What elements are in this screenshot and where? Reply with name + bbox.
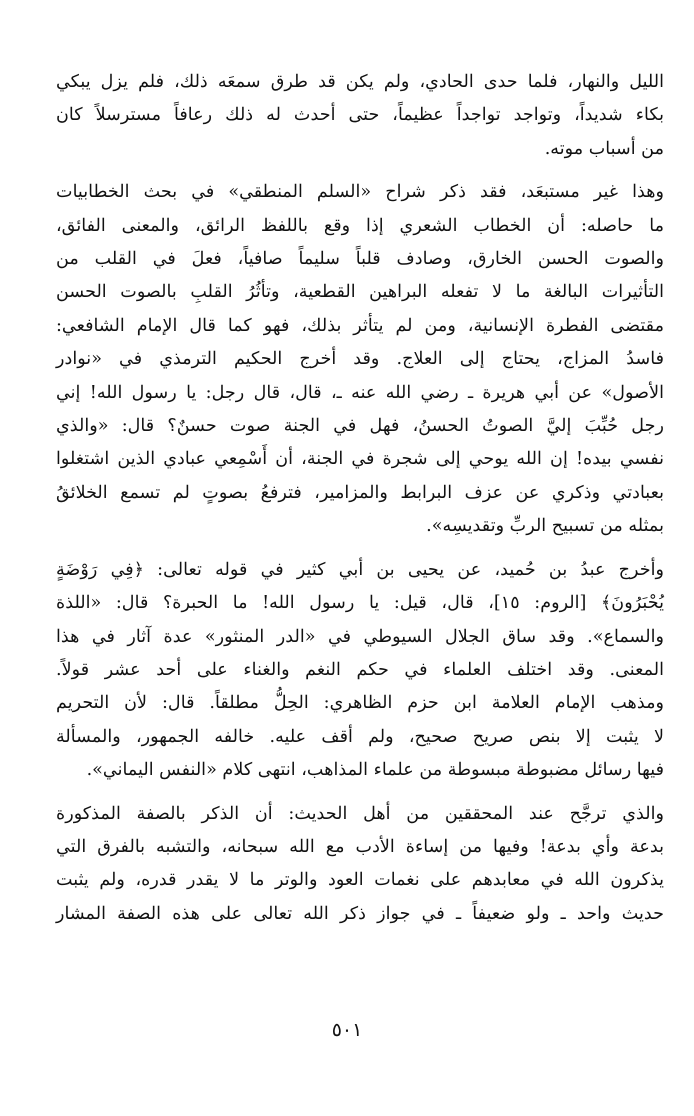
text-line: بعبادتي وذكري عن عزف البرابط والمزامير، فترفعُ بصوتٍ لم تسمع الخلائقُ <box>56 482 664 503</box>
text-line: فيها رسائل مضبوطة مبسوطة من علماء المذاهب، انتهى كلام «النفس اليماني». <box>86 760 664 781</box>
paragraph-4 <box>56 798 664 932</box>
paragraph-2 <box>56 176 664 543</box>
text-line: وهذا غير مستبعَد، فقد ذكر شراح «السلم المنطقي» في بحث الخطابيات <box>56 182 664 203</box>
text-line: نفسي بيده! إن الله يوحي إلى شجرة في الجنة، أن أَسْمِعي عبادي الذين اشتغلوا <box>56 449 664 470</box>
text-line: والذي ترجَّح عند المحققين من أهل الحديث: أن الذكر بالصفة المذكورة <box>56 803 664 824</box>
text-line: يُحْبَرُونَ﴾ [الروم: ١٥]، قال، قيل: يا رسول الله! ما الحبرة؟ قال: «اللذة <box>56 593 664 614</box>
text-line: مقتضى الفطرة الإنسانية، ومن لم يتأثر بذلك، فهو كما قال الإمام الشافعي: <box>56 315 664 336</box>
text-line: والصوت الحسن الخارق، وصادف قلباً سليماً صافياً، فعلَ في القلب من <box>56 249 664 270</box>
text-line: يذكرون الله في معابدهم على نغمات العود والوتر ما لا يقدر قدره، ولم يثبت <box>56 870 664 891</box>
page-body <box>56 66 664 931</box>
text-line: الليل والنهار، فلما حدى الحادي، ولم يكن قد طرق سمعَه ذلك، فلم يزل يبكي <box>56 72 664 92</box>
paragraph-3 <box>56 554 664 788</box>
text-line: بمثله من تسبيح الربِّ وتقديسِه». <box>426 516 664 537</box>
text-line: بدعة وأي بدعة! وفيها من إساءة الأدب مع الله سبحانه، والتشبه بالفرق التي <box>56 836 665 857</box>
page-number: ٥٠١ <box>331 1019 363 1041</box>
text-line: من أسباب موته. <box>544 138 664 159</box>
text-line: رجل حُبِّبَ إليَّ الصوتُ الحسنُ، فهل في الجنة صوت حسنٌ؟ قال: «والذي <box>56 416 664 437</box>
text-line: ومذهب الإمام العلامة ابن حزم الظاهري: الحِلُّ مطلقاً. قال: لأن التحريم <box>56 693 664 714</box>
text-line: فاسدُ المزاج، يحتاج إلى العلاج. وقد أخرج الحكيم الترمذي في «نوادر <box>56 349 664 370</box>
text-line: وأخرج عبدُ بن حُميد، عن يحيى بن أبي كثير في قوله تعالى: ﴿فِي رَوْضَةٍ <box>56 559 664 580</box>
paragraph-1 <box>56 66 664 166</box>
text-line: ما حاصله: أن الخطاب الشعري إذا وقع باللفظ الرائق، والمعنى الفائق، <box>56 215 664 236</box>
text-line: التأثيرات البالغة ما لا تفعله البراهين القطعية، وتأثُرُ القلبِ بالصوت الحسن <box>56 282 664 303</box>
text-line: المعنى. وقد اختلف العلماء في حكم النغم والغناء على أحد عشر قولاً. <box>56 659 664 680</box>
text-line: حديث واحد ـ ولو ضعيفاً ـ في جواز ذكر الله تعالى على هذه الصفة المشار <box>56 903 664 924</box>
text-line: لا يثبت إلا بنص صريح صحيح، ولم أقف عليه. خالفه الجمهور، والمسألة <box>56 726 664 747</box>
text-line: بكاء شديداً، وتواجد تواجداً عظيماً، حتى أحدث له ذلك رعافاً مسترسلاً كان <box>56 105 664 126</box>
text-line: الأصول» عن أبي هريرة ـ رضي الله عنه ـ، قال، قال رجل: يا رسول الله! إني <box>56 382 664 403</box>
text-line: والسماع». وقد ساق الجلال السيوطي في «الدر المنثور» عدة آثار في هذا <box>56 626 664 647</box>
